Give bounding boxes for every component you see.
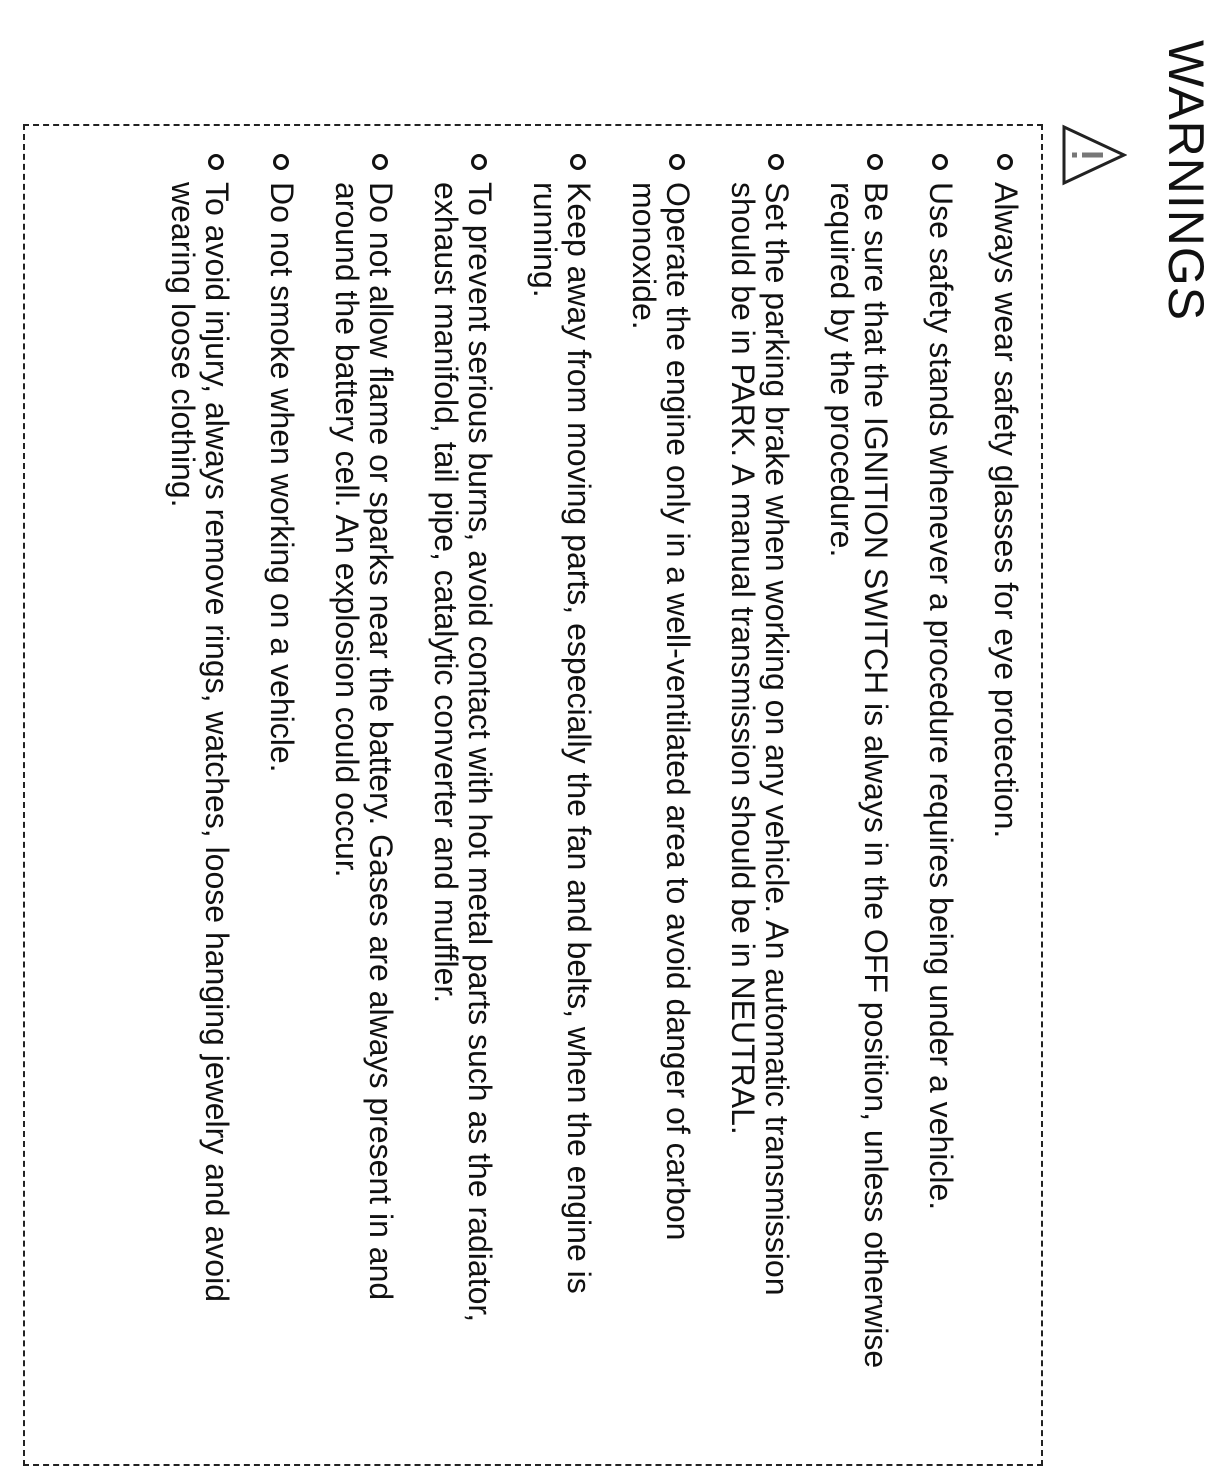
list-item (429, 154, 497, 1384)
list-item (924, 154, 958, 1384)
page-title: WARNINGS (1158, 40, 1214, 322)
list-item (989, 154, 1023, 1384)
list-item (726, 154, 794, 1384)
warning-text: Do not smoke when working on a vehicle. (264, 182, 300, 773)
list-item (265, 154, 299, 1384)
list-item (166, 154, 234, 1384)
warning-text: Operate the engine only in a well-ventilated area to avoid danger of carbon monoxide. (626, 182, 696, 1241)
warning-text: Always wear safety glasses for eye protection. (988, 182, 1024, 839)
bullet-icon (932, 154, 948, 170)
bullet-icon (669, 154, 685, 170)
warning-text: Use safety stands whenever a procedure requires being under a vehicle. (923, 182, 959, 1211)
bullet-icon (867, 154, 883, 170)
bullet-icon (471, 154, 487, 170)
bullet-icon (208, 154, 224, 170)
list-item (825, 154, 893, 1384)
bullet-icon (372, 154, 388, 170)
warning-text: Keep away from moving parts, especially the fan and belts, when the engine is running. (527, 182, 597, 1294)
bullet-icon (997, 154, 1013, 170)
warning-text: To prevent serious burns, avoid contact with hot metal parts such as the radiator, exhaust manifold, tail pipe, catalytic converter and muffler. (428, 182, 498, 1323)
list-item (627, 154, 695, 1384)
bullet-icon (768, 154, 784, 170)
bullet-icon (570, 154, 586, 170)
warning-text: Do not allow flame or sparks near the battery. Gases are always present in and around the battery cell. An explosion could occur. (329, 182, 399, 1301)
bullet-icon (273, 154, 289, 170)
list-item (330, 154, 398, 1384)
warning-triangle-icon (1061, 124, 1127, 186)
warnings-list (135, 154, 1023, 1384)
warning-text: To avoid injury, always remove rings, watches, loose hanging jewelry and avoid wearing loose clothing. (165, 182, 235, 1302)
warning-text: Be sure that the IGNITION SWITCH is always in the OFF position, unless otherwise required by the procedure. (824, 182, 894, 1369)
list-item (528, 154, 596, 1384)
warning-text: Set the parking brake when working on any vehicle. An automatic transmission should be in PARK. A manual transmission should be in NEUTRAL. (725, 182, 795, 1296)
warnings-box (23, 124, 1043, 1466)
